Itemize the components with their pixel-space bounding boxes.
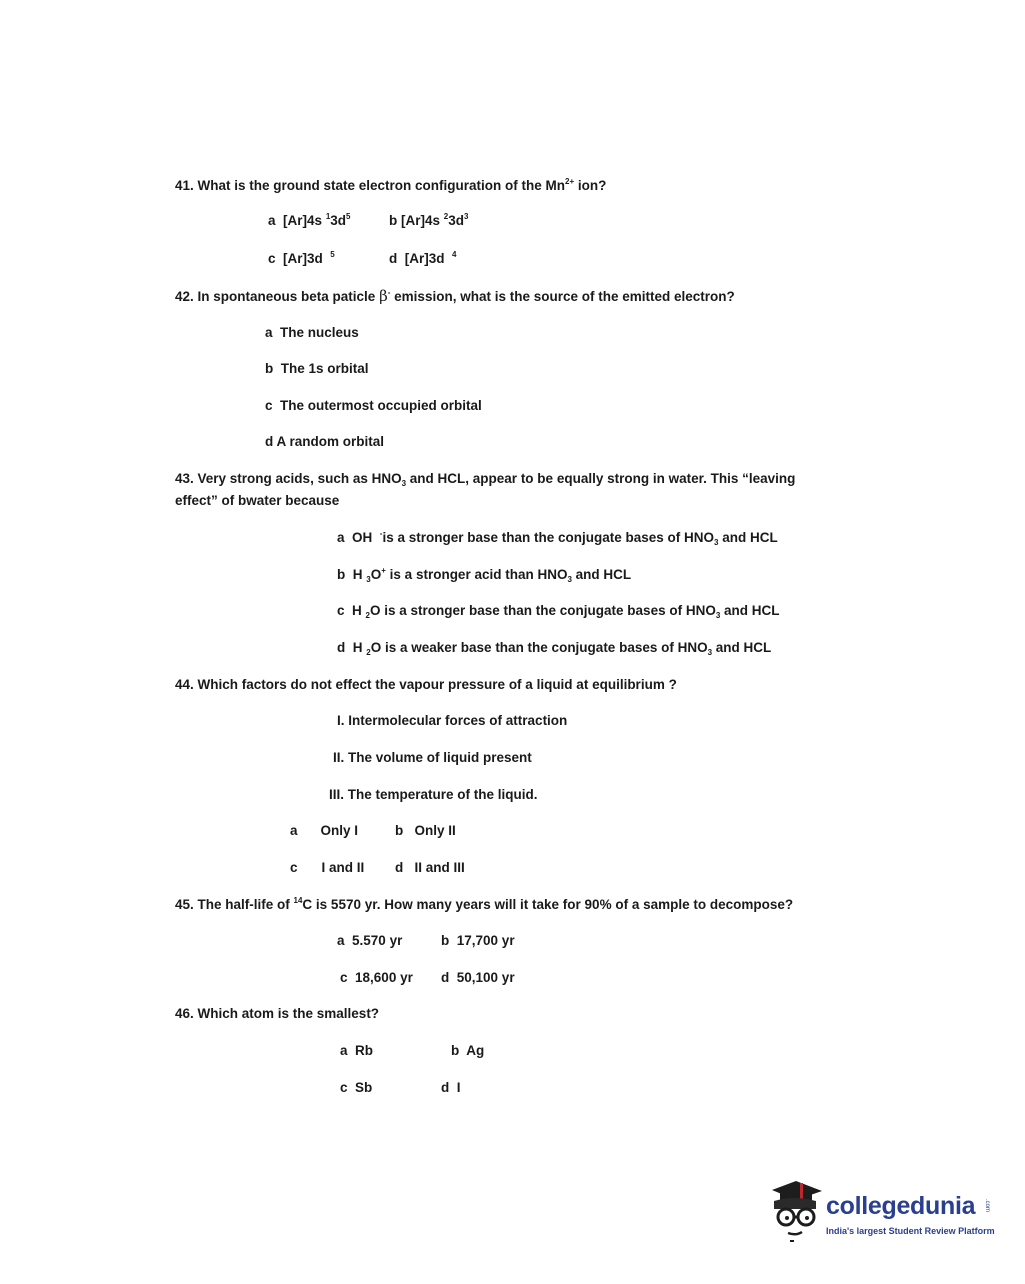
q41-option-c: c [Ar]3d $^5$ — [268, 250, 335, 266]
q42-option-d: d A random orbital — [265, 434, 385, 449]
q44-option-d: d II and III — [395, 860, 465, 875]
q45-option-a: a 5.570 yr — [337, 933, 403, 948]
q43-option-d: d H $_2$O is a weaker base than the conjugate bases of $HNO_3$ and HCL — [337, 640, 772, 657]
q44-option-a: a Only I — [290, 823, 359, 838]
q45-option-b: b 17,700 yr — [441, 933, 515, 948]
q46-option-d: d I — [441, 1080, 461, 1095]
q44-statement-i: I. Intermolecular forces of attraction — [337, 713, 568, 728]
q41-option-a: a [Ar]4s $^13d^5$ — [268, 212, 351, 228]
q41-stem: 41. What is the ground state electron configuration of the $Mn^{2+}$ ion? — [175, 177, 607, 193]
q42-option-b: b The 1s orbital — [265, 361, 369, 376]
q43-stem-line2: effect” of bwater because — [175, 493, 340, 508]
beta-symbol: β — [379, 287, 388, 305]
q44-statement-iii: III. The temperature of the liquid. — [329, 787, 538, 802]
q41-option-b: b [Ar]4s $^23d^3$ — [389, 212, 469, 228]
q42-stem: 42. In spontaneous beta paticle β- emission, what is the source of the emitted electron? — [175, 287, 735, 305]
logo-tagline: India's largest Student Review Platform — [826, 1226, 995, 1236]
q43-option-a: a OH -is a stronger base than the conjugate bases of $HNO_3$ and HCL — [337, 529, 778, 547]
q44-stem: 44. Which factors do not effect the vapour pressure of a liquid at equilibrium ? — [175, 677, 677, 692]
q43-option-c: c H $_2$O is a stronger base than the conjugate bases of $HNO_3$ and HCL — [337, 603, 780, 620]
q45-option-d: d 50,100 yr — [441, 970, 515, 985]
q44-option-b: b Only II — [395, 823, 456, 838]
q44-option-c: c I and II — [290, 860, 365, 875]
q45-option-c: c 18,600 yr — [340, 970, 413, 985]
mascot-icon — [766, 1175, 826, 1250]
collegedunia-logo — [766, 1175, 996, 1250]
q46-stem: 46. Which atom is the smallest? — [175, 1006, 380, 1021]
q43-stem-line1: 43. Very strong acids, such as $HNO_3$ and HCL, appear to be equally strong in water. This “leaving — [175, 471, 796, 488]
q42-option-a: a The nucleus — [265, 325, 359, 340]
q46-option-c: c Sb — [340, 1080, 373, 1095]
q43-option-b: b H $_3$O+ is a stronger acid than $HNO_3$ and HCL — [337, 566, 632, 584]
logo-com: .com — [984, 1199, 990, 1213]
q42-option-c: c The outermost occupied orbital — [265, 398, 482, 413]
q45-stem: 45. The half-life of $^{14}$C is 5570 yr. How many years will it take for 90% of a sample to decompose? — [175, 896, 794, 912]
q46-option-a: a Rb — [340, 1043, 374, 1058]
q41-option-d: d [Ar]3d $^4$ — [389, 250, 457, 266]
logo-wordmark: collegedunia — [826, 1192, 976, 1220]
q44-statement-ii: II. The volume of liquid present — [333, 750, 532, 765]
q46-option-b: b Ag — [451, 1043, 485, 1058]
